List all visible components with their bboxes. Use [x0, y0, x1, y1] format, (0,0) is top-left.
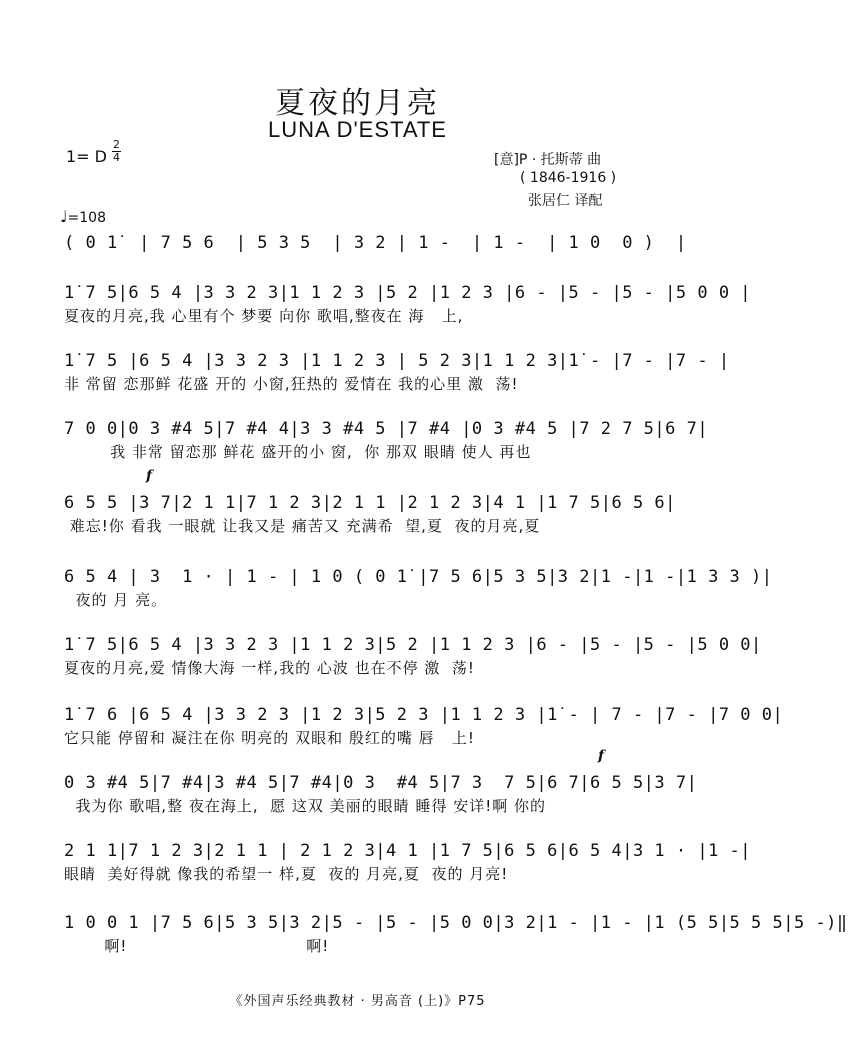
- lyric-line: 非 常留 恋那鲜 花盛 开的 小窗,狂热的 爱情在 我的心里 激 荡!: [64, 375, 519, 393]
- score-row-8: [64, 704, 784, 749]
- tempo-marking: [60, 207, 106, 226]
- lyric-line: 夜的 月 亮。: [64, 591, 168, 609]
- notation-line: 6 5 5 |3 7|2 1 1|7 1 2 3|2 1 1 |2 1 2 3|4 1 |1 7 5|6 5 6|: [64, 493, 676, 513]
- score-row-3: [64, 350, 730, 395]
- lyric-line: 它只能 停留和 凝注在你 明亮的 双眼和 殷红的嘴 唇 上!: [64, 729, 475, 747]
- score-row-9: [64, 772, 698, 817]
- lyric-line: 夏夜的月亮,爱 情像大海 一样,我的 心波 也在不停 激 荡!: [64, 659, 475, 677]
- lyric-line: 我为你 歌唱,整 夜在海上, 愿 这双 美丽的眼睛 睡得 安详!啊 你的: [64, 797, 547, 815]
- notation-line: 1̇ 7 5 |6 5 4 |3 3 2 3 |1 1 2 3 | 5 2 3|1 1 2 3|1̇ - |7 - |7 - |: [64, 351, 730, 371]
- dynamic-forte-2: f: [598, 748, 605, 764]
- lyric-line: 眼睛 美好得就 像我的希望一 样,夏 夜的 月亮,夏 夜的 月亮!: [64, 865, 509, 883]
- composer-credit: [意]P · 托斯蒂 曲: [494, 152, 602, 168]
- translator-credit: 张居仁 译配: [528, 193, 603, 209]
- notation-line: 1 0 0 1 |7 5 6|5 3 5|3 2|5 - |5 - |5 0 0|3 2|1 - |1 - |1 (5 5|5 5 5|5 -)‖: [64, 913, 848, 933]
- time-signature-top: 2: [113, 138, 120, 151]
- dynamic-forte-1: f: [146, 468, 153, 484]
- tempo-value: =108: [67, 210, 106, 226]
- source-footer: 《外国声乐经典教材 · 男高音 (上)》P75: [229, 994, 486, 1009]
- score-row-7: [64, 634, 762, 679]
- notation-line: 1̇ 7 5|6 5 4 |3 3 2 3 |1 1 2 3|5 2 |1 1 2 3 |6 - |5 - |5 - |5 0 0|: [64, 635, 762, 655]
- song-title: 夏夜的月亮: [275, 86, 440, 121]
- composer-years: ( 1846-1916 ): [520, 170, 617, 186]
- score-row-1: [64, 232, 687, 255]
- notation-line: 7 0 0|0 3 #4 5|7 #4 4|3 3 #4 5 |7 #4 |0 3 #4 5 |7 2 7 5|6 7|: [64, 419, 709, 439]
- notation-line: 2 1 1|7 1 2 3|2 1 1 | 2 1 2 3|4 1 |1 7 5|6 5 6|6 5 4|3 1 · |1 -|: [64, 841, 752, 861]
- lyric-line: 我 非常 留恋那 鲜花 盛开的小 窗, 你 那双 眼睛 使人 再也: [64, 443, 532, 461]
- quarter-note-icon: ♩: [60, 207, 68, 226]
- score-row-2: [64, 282, 752, 327]
- song-subtitle: LUNA D'ESTATE: [268, 117, 447, 142]
- notation-line: 6 5 4 | 3 1 · | 1 - | 1 0 ( 0 1̇ |7 5 6|5 3 5|3 2|1 -|1 -|1 3 3 )|: [64, 567, 773, 587]
- lyric-line: 难忘!你 看我 一眼就 让我又是 痛苦又 充满希 望,夏 夜的月亮,夏: [64, 517, 541, 535]
- notation-line: 1̇ 7 6 |6 5 4 |3 3 2 3 |1 2 3|5 2 3 |1 1 2 3 |1̇ - | 7 - |7 - |7 0 0|: [64, 705, 784, 725]
- score-row-10: [64, 840, 752, 885]
- lyric-line: 啊! 啊!: [64, 937, 330, 955]
- notation-line: 0 3 #4 5|7 #4|3 #4 5|7 #4|0 3 #4 5|7 3 7 5|6 7|6 5 5|3 7|: [64, 773, 698, 793]
- time-signature: [112, 140, 121, 163]
- score-row-5: [64, 492, 676, 537]
- score-row-6: [64, 566, 773, 611]
- score-row-11: [64, 912, 848, 957]
- lyric-line: 夏夜的月亮,我 心里有个 梦要 向你 歌唱,整夜在 海 上,: [64, 307, 464, 325]
- notation-line: 1̇ 7 5|6 5 4 |3 3 2 3|1 1 2 3 |5 2 |1 2 3 |6 - |5 - |5 - |5 0 0 |: [64, 283, 752, 303]
- key-signature: 1= D: [66, 147, 107, 166]
- time-signature-bottom: 4: [113, 151, 120, 164]
- score-row-4: [64, 418, 709, 463]
- notation-line: ( 0 1̇ | 7 5 6 | 5 3 5 | 3 2 | 1 - | 1 - | 1 0 0 ) |: [64, 233, 687, 253]
